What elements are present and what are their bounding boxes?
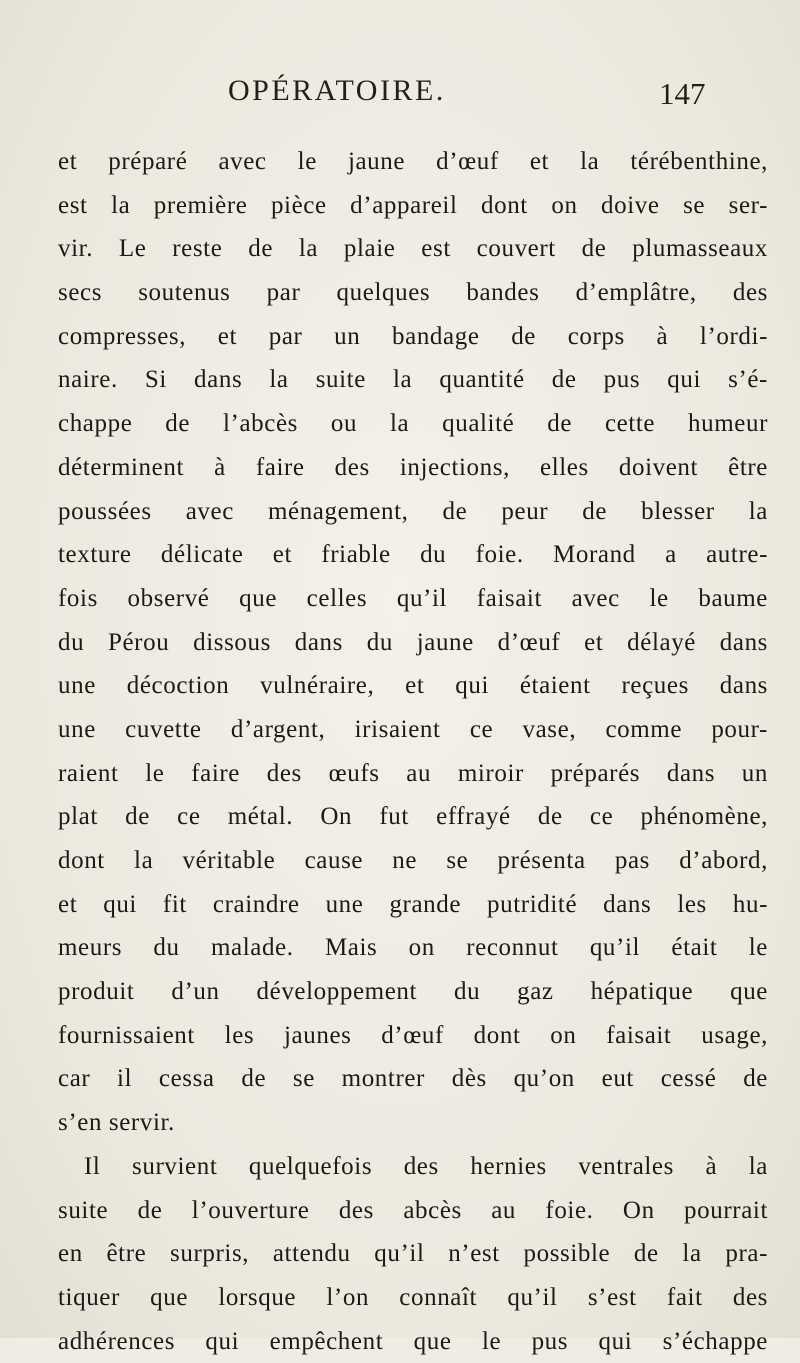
text-line: chappe de l’abcès ou la qualité de cette humeur xyxy=(58,410,768,438)
text-line: car il cessa de se montrer dès qu’on eut cessé de xyxy=(58,1065,768,1093)
text-line: fournissaient les jaunes d’œuf dont on faisait usage, xyxy=(58,1021,768,1049)
text-line: tiquer que lorsque l’on connaît qu’il s’est fait des xyxy=(58,1283,768,1311)
text-line: vir. Le reste de la plaie est couvert de plumasseaux xyxy=(58,235,768,263)
text-line: produit d’un développement du gaz hépatique que xyxy=(58,978,768,1006)
text-line: dont la véritable cause ne se présenta pas d’abord, xyxy=(58,847,768,874)
text-line: du Pérou dissous dans du jaune d’œuf et délayé dans xyxy=(58,628,768,656)
text-line: poussées avec ménagement, de peur de blesser la xyxy=(58,497,768,525)
text-line: compresses, et par un bandage de corps à l’ordi- xyxy=(58,322,768,350)
text-line: est la première pièce d’appareil dont on doive se ser- xyxy=(58,191,768,219)
text-line: naire. Si dans la suite la quantité de pus qui s’é- xyxy=(58,366,768,394)
page-number: 147 xyxy=(659,76,706,111)
paragraph-end-line: s’en servir. xyxy=(58,1109,175,1137)
text-line: déterminent à faire des injections, elles doivent être xyxy=(58,453,768,481)
text-line: et préparé avec le jaune d’œuf et la térébenthine, xyxy=(58,148,768,175)
paragraph-start-line: Il survient quelquefois des hernies ventrales à la xyxy=(84,1152,768,1180)
text-line: meurs du malade. Mais on reconnut qu’il était le xyxy=(58,934,768,962)
running-title: OPÉRATOIRE. xyxy=(228,74,446,107)
text-line: fois observé que celles qu’il faisait avec le baume xyxy=(58,584,768,612)
text-line: adhérences qui empêchent que le pus qui s’échappe xyxy=(58,1327,768,1355)
body-text xyxy=(58,140,768,1363)
text-line: suite de l’ouverture des abcès au foie. On pourrait xyxy=(58,1196,768,1224)
page-header xyxy=(0,74,800,114)
text-line: raient le faire des œufs au miroir préparés dans un xyxy=(58,759,768,787)
text-line: texture délicate et friable du foie. Morand a autre- xyxy=(58,541,768,569)
text-line: secs soutenus par quelques bandes d’emplâtre, des xyxy=(58,279,768,307)
text-line: une décoction vulnéraire, et qui étaient reçues dans xyxy=(58,672,768,700)
text-line: plat de ce métal. On fut effrayé de ce phénomène, xyxy=(58,803,768,831)
text-line: une cuvette d’argent, irisaient ce vase, comme pour- xyxy=(58,715,768,743)
text-line: en être surpris, attendu qu’il n’est possible de la pra- xyxy=(58,1240,768,1268)
text-line: et qui fit craindre une grande putridité dans les hu- xyxy=(58,890,768,918)
